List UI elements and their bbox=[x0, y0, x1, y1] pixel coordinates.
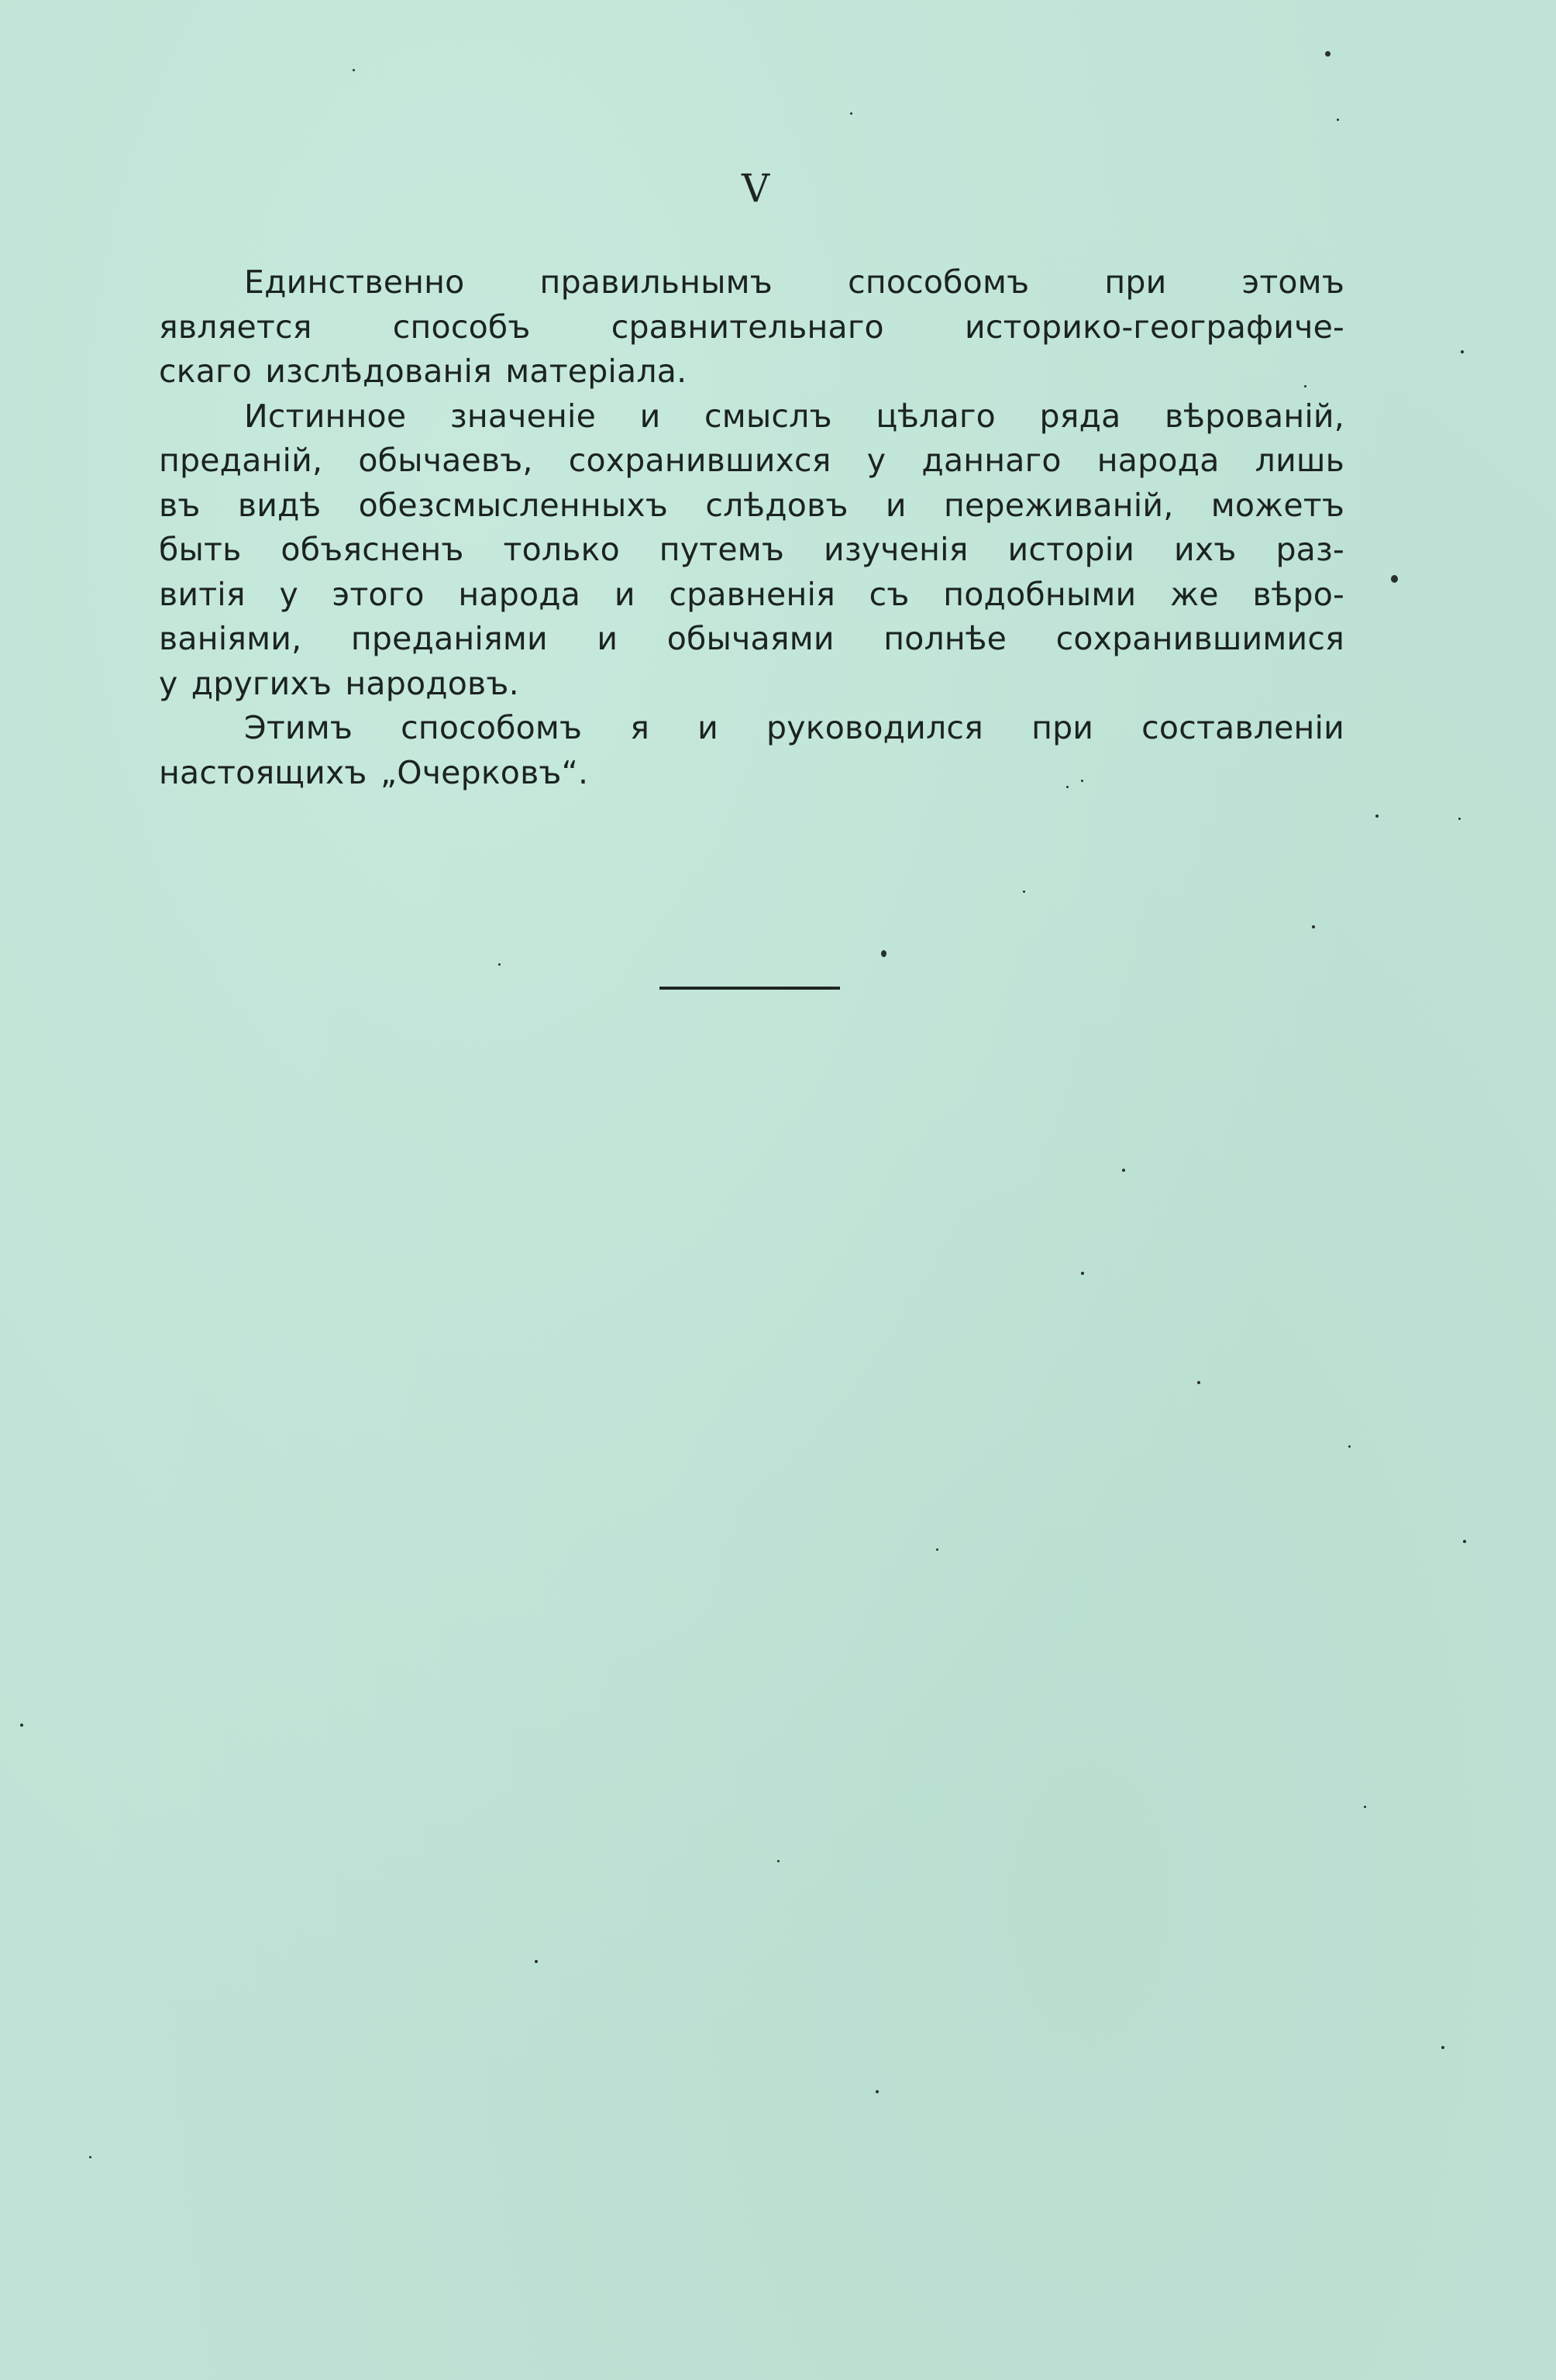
paper-speck bbox=[777, 1860, 780, 1862]
paper-speck bbox=[535, 1960, 538, 1963]
paper-speck bbox=[1081, 780, 1083, 782]
paper-speck bbox=[1081, 1272, 1084, 1275]
text-line: преданій, обычаевъ, сохранившихся у даннаго народа лишь bbox=[159, 442, 1344, 479]
paper-speck bbox=[1197, 1381, 1200, 1384]
text-line: Истинное значеніе и смыслъ цѣлаго ряда вѣрованій, bbox=[244, 397, 1344, 435]
text-line: ваніями, преданіями и обычаями полнѣе сохранившимися bbox=[159, 620, 1344, 657]
paper-speck bbox=[1364, 1806, 1366, 1808]
paper-speck bbox=[1441, 2046, 1444, 2049]
paper-speck bbox=[20, 1724, 23, 1727]
text-line: Этимъ способомъ я и руководился при составленіи bbox=[244, 709, 1344, 746]
paper-speck bbox=[876, 2090, 879, 2093]
text-line: у другихъ народовъ. bbox=[159, 664, 519, 702]
paper-speck bbox=[881, 950, 886, 957]
paper-speck bbox=[1325, 51, 1331, 57]
paper-speck bbox=[1458, 818, 1461, 820]
paper-speck bbox=[1463, 1540, 1466, 1543]
paragraph-meaning bbox=[159, 394, 1344, 707]
text-line: въ видѣ обезсмысленныхъ слѣдовъ и переживаній, можетъ bbox=[159, 486, 1344, 524]
paper-speck bbox=[1375, 815, 1379, 818]
text-line: скаго изслѣдованія матеріала. bbox=[159, 353, 687, 390]
paper-speck bbox=[1391, 575, 1398, 583]
text-line: витія у этого народа и сравненія съ подобными же вѣро- bbox=[159, 575, 1344, 613]
text-line: быть объясненъ только путемъ изученія исторіи ихъ раз- bbox=[159, 531, 1344, 568]
paper-speck bbox=[1122, 1169, 1125, 1172]
paper-speck bbox=[1312, 925, 1315, 928]
text-line: является способъ сравнительнаго историко-географиче- bbox=[159, 308, 1344, 346]
paper-speck bbox=[1066, 786, 1069, 788]
text-line: настоящихъ „Очерковъ“. bbox=[159, 753, 589, 791]
paper-speck bbox=[1461, 350, 1464, 353]
paper-speck bbox=[1304, 385, 1306, 387]
paper-speck bbox=[936, 1548, 938, 1551]
paper-speck bbox=[1337, 119, 1339, 121]
paper-speck bbox=[89, 2156, 91, 2158]
paper-speck bbox=[850, 112, 852, 115]
text-line: Единственно правильнымъ способомъ при этомъ bbox=[244, 263, 1344, 301]
body-text bbox=[159, 260, 1344, 795]
section-end-rule bbox=[659, 987, 840, 990]
paper-speck bbox=[1023, 890, 1025, 893]
paper-speck bbox=[353, 69, 355, 71]
paper-speck bbox=[1348, 1445, 1351, 1448]
paragraph-conclusion bbox=[159, 706, 1344, 795]
page-number: V bbox=[741, 166, 770, 211]
paper-speck bbox=[498, 963, 501, 966]
paragraph-method bbox=[159, 260, 1344, 394]
